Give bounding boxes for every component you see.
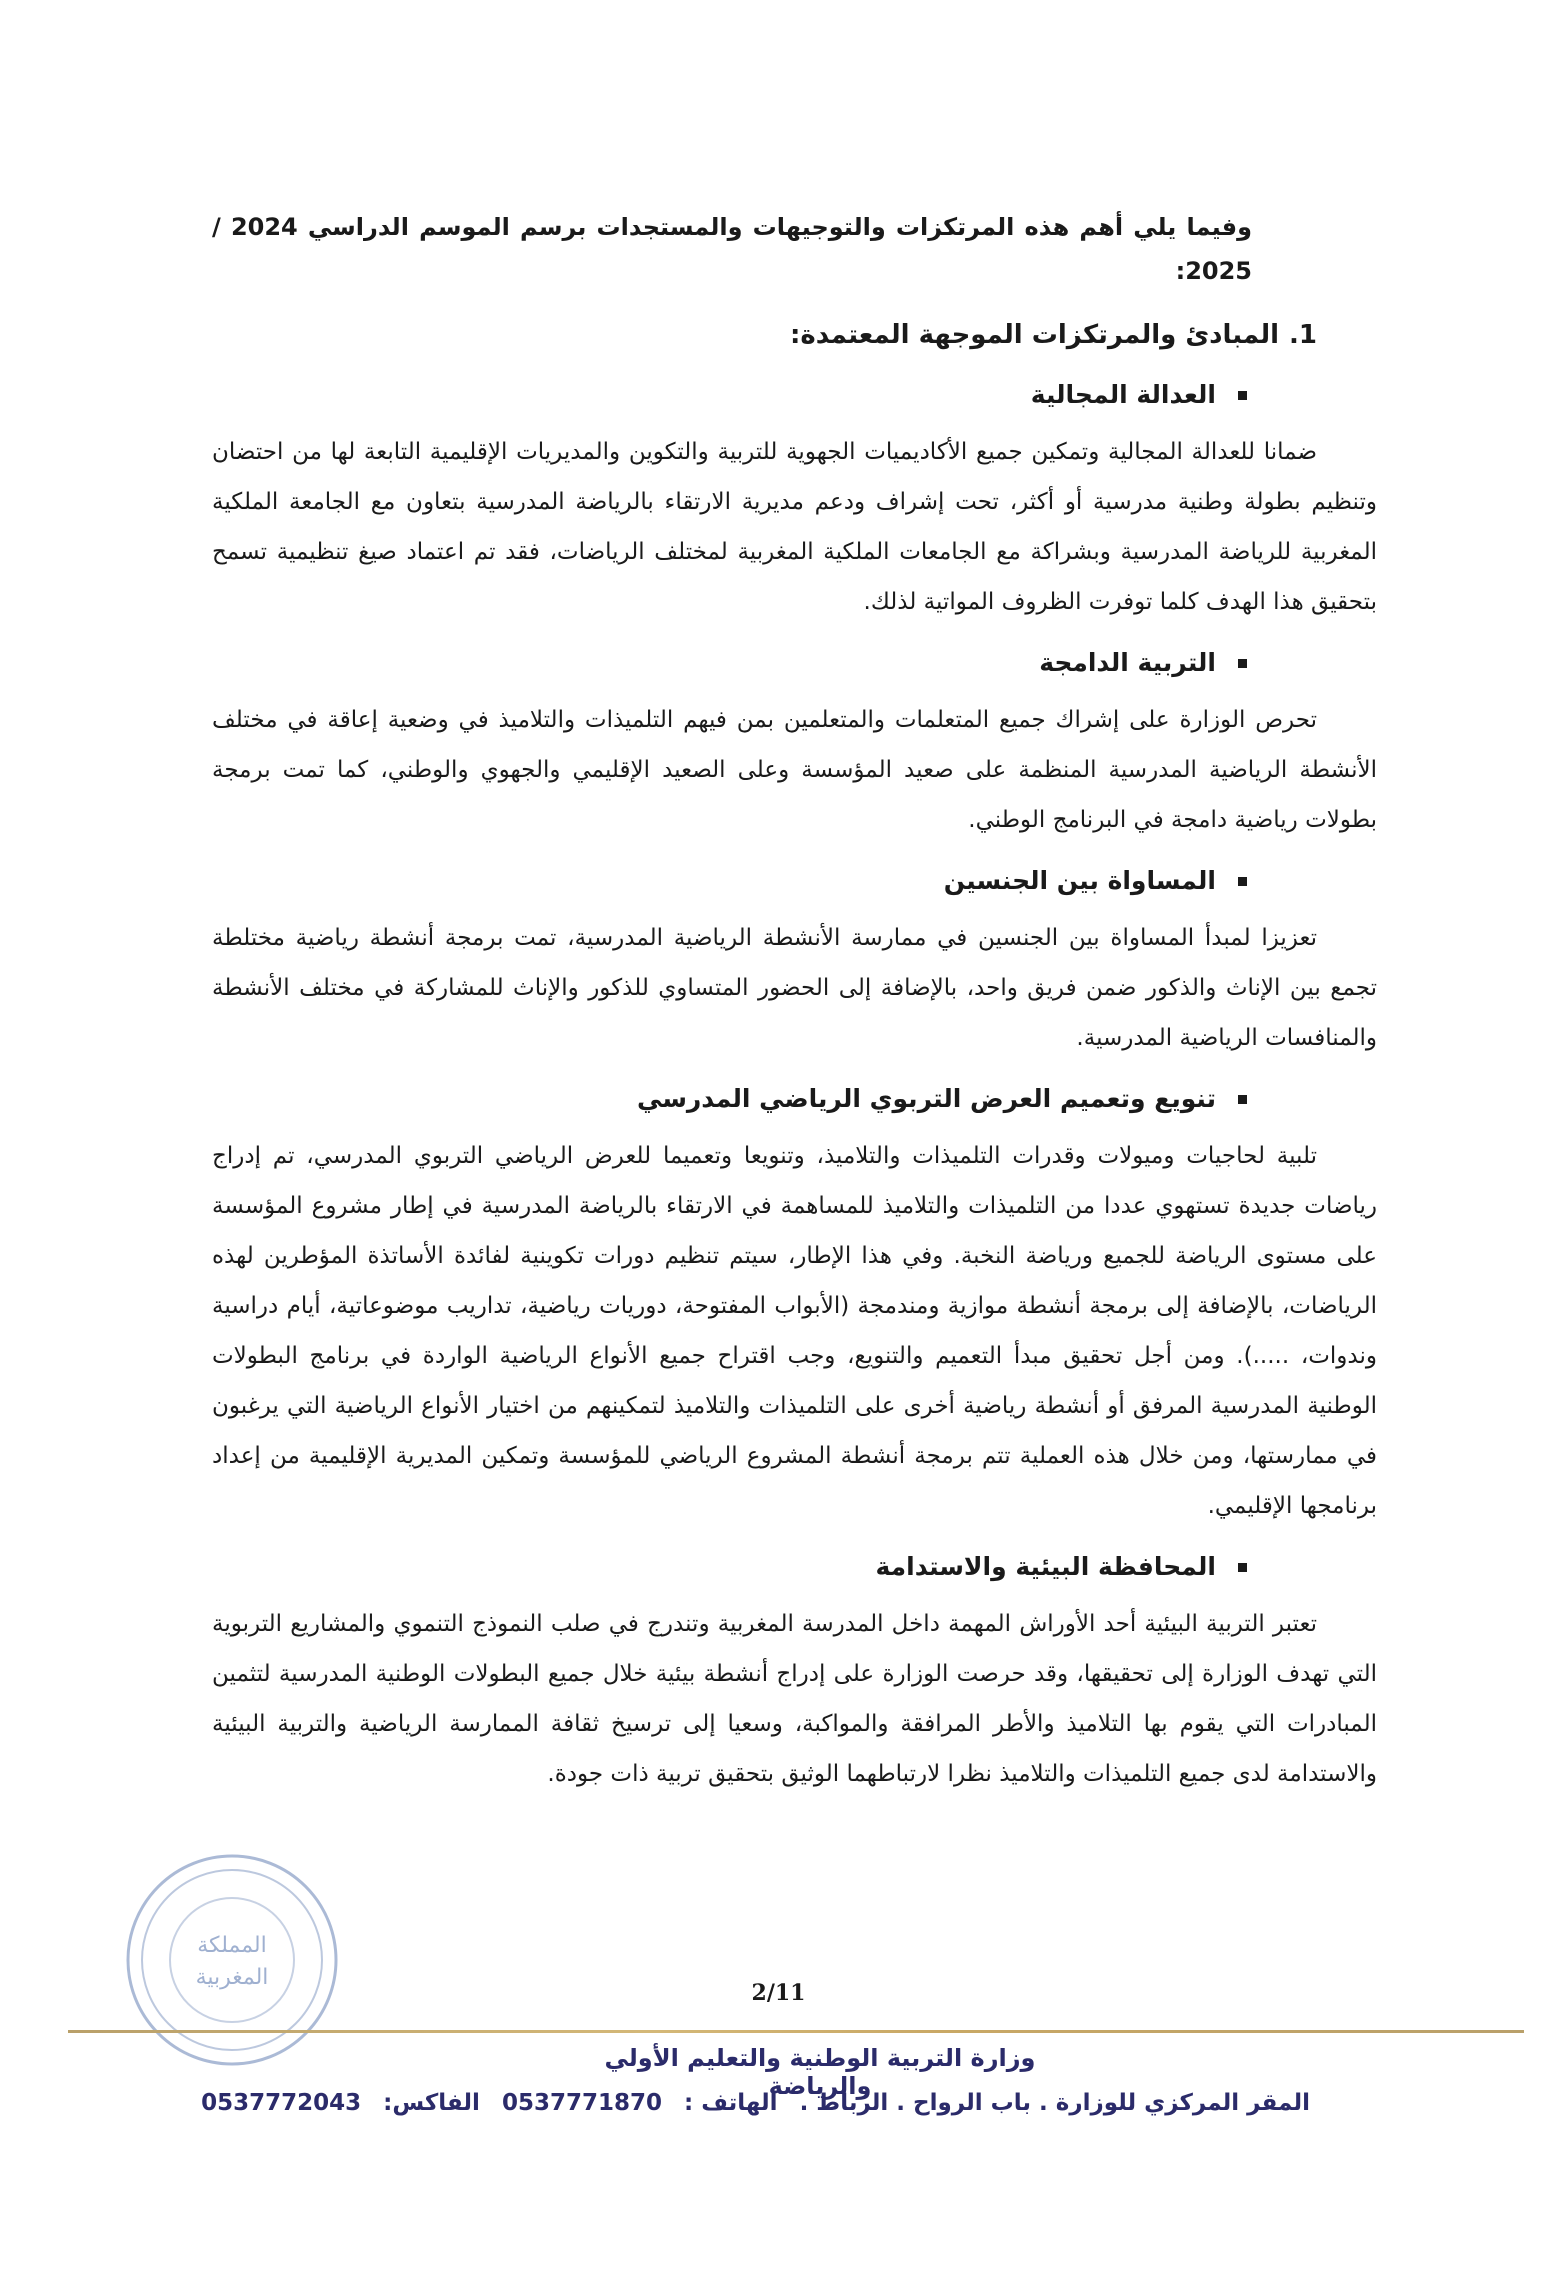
subsection-gender-equality xyxy=(212,859,1377,1063)
ministry-name: وزارة التربية الوطنية والتعليم الأولي والرياضة xyxy=(604,2044,1036,2100)
subsection-title: العدالة المجالية xyxy=(1030,380,1216,409)
subsection-paragraph: ضمانا للعدالة المجالية وتمكين جميع الأكاديميات الجهوية للتربية والتكوين والمديريات الإقليمية التابعة لها من احتضان وتنظيم بطولة وطنية مدرسية أو أكثر، تحت إشراف ودعم مديرية الارتقاء بالرياضة المدرسية بتعاون مع الجامعة الملكية المغربية للرياضة المدرسية وبشراكة مع الجامعات الملكية المغربية لمختلف الرياضات، فقد تم اعتماد صيغ تنظيمية تسمح بتحقيق هذا الهدف كلما توفرت الظروف المواتية لذلك. xyxy=(212,439,1377,615)
square-bullet-icon xyxy=(1238,1095,1247,1104)
document-body xyxy=(212,205,1377,1813)
subsection-heading xyxy=(212,859,1377,903)
page-number: 2/11 xyxy=(751,1980,806,2006)
footer-divider xyxy=(68,2030,1524,2033)
fax-label: الفاكس: xyxy=(383,2090,480,2116)
section-number: 1. xyxy=(1289,320,1317,350)
footer-address: المقر المركزي للوزارة . باب الرواح . الرباط . xyxy=(799,2090,1310,2116)
subsection-heading xyxy=(212,1077,1377,1121)
square-bullet-icon xyxy=(1238,1563,1247,1572)
subsection-heading xyxy=(212,641,1377,685)
square-bullet-icon xyxy=(1238,391,1247,400)
subsection-spatial-justice xyxy=(212,373,1377,627)
subsection-paragraph: تلبية لحاجيات وميولات وقدرات التلميذات والتلاميذ، وتنويعا وتعميما للعرض الرياضي التربوي المدرسي، تم إدراج رياضات جديدة تستهوي عددا من التلميذات والتلاميذ للمساهمة في الارتقاء بالرياضة المدرسية في إطار مشروع المؤسسة على مستوى الرياضة للجميع ورياضة النخبة. وفي هذا الإطار، سيتم تنظيم دورات تكوينية لفائدة الأساتذة المؤطرين لهذه الرياضات، بالإضافة إلى برمجة أنشطة موازية ومندمجة (الأبواب المفتوحة، دوريات رياضية، تداريب موضوعاتية، أيام دراسية وندوات، .....). ومن أجل تحقيق مبدأ التعميم والتنويع، وجب اقتراح جميع الأنواع الرياضية الواردة في برنامج البطولات الوطنية المدرسية المرفق أو أنشطة رياضية أخرى على التلميذات والتلاميذ لتمكينهم من اختيار الأنواع الرياضية التي يرغبون في ممارستها، ومن خلال هذه العملية تتم برمجة أنشطة المشروع الرياضي للمؤسسة وتمكين المديرية الإقليمية من إعداد برنامجها الإقليمي. xyxy=(212,1143,1377,1519)
square-bullet-icon xyxy=(1238,877,1247,886)
intro-paragraph: وفيما يلي أهم هذه المرتكزات والتوجيهات والمستجدات برسم الموسم الدراسي 2024 / 2025: xyxy=(212,213,1253,285)
section-title: المبادئ والمرتكزات الموجهة المعتمدة: xyxy=(790,320,1280,350)
subsection-title: التربية الدامجة xyxy=(1039,648,1216,677)
section-heading xyxy=(212,313,1377,357)
subsection-title: المحافظة البيئية والاستدامة xyxy=(875,1552,1216,1581)
subsection-environment xyxy=(212,1545,1377,1799)
subsection-inclusive-education xyxy=(212,641,1377,845)
stamp-text-line2: المغربية xyxy=(195,1965,269,1990)
subsection-diversify-offer xyxy=(212,1077,1377,1531)
square-bullet-icon xyxy=(1238,659,1247,668)
subsection-title: تنويع وتعميم العرض التربوي الرياضي المدرسي xyxy=(637,1084,1216,1113)
footer-contact-line xyxy=(201,2090,1310,2116)
subsection-heading xyxy=(212,1545,1377,1589)
subsection-paragraph: تعتبر التربية البيئية أحد الأوراش المهمة داخل المدرسة المغربية وتندرج في صلب النموذج التنموي والمشاريع التربوية التي تهدف الوزارة إلى تحقيقها، وقد حرصت الوزارة على إدراج أنشطة بيئية خلال جميع البطولات الوطنية المدرسية لتثمين المبادرات التي يقوم بها التلاميذ والأطر المرافقة والمواكبة، وسعيا إلى ترسيخ ثقافة الممارسة الرياضية والتربية البيئية والاستدامة لدى جميع التلميذات والتلاميذ نظرا لارتباطهما الوثيق بتحقيق تربية ذات جودة. xyxy=(212,1611,1377,1787)
phone-label: الهاتف : xyxy=(683,2090,778,2116)
subsection-heading xyxy=(212,373,1377,417)
subsection-paragraph: تحرص الوزارة على إشراك جميع المتعلمات والمتعلمين بمن فيهم التلميذات والتلاميذ في وضعية إعاقة في مختلف الأنشطة الرياضية المدرسية المنظمة على صعيد المؤسسة وعلى الصعيد الإقليمي والجهوي والوطني، كما تمت برمجة بطولات رياضية دامجة في البرنامج الوطني. xyxy=(212,707,1377,833)
fax-number: 0537772043 xyxy=(201,2090,362,2116)
subsection-paragraph: تعزيزا لمبدأ المساواة بين الجنسين في ممارسة الأنشطة الرياضية المدرسية، تمت برمجة أنشطة رياضية مختلطة تجمع بين الإناث والذكور ضمن فريق واحد، بالإضافة إلى الحضور المتساوي للذكور والإناث للمشاركة في مختلف الأنشطة والمنافسات الرياضية المدرسية. xyxy=(212,925,1377,1051)
subsection-title: المساواة بين الجنسين xyxy=(943,866,1216,895)
official-stamp xyxy=(122,1850,342,2070)
stamp-text-line1: المملكة xyxy=(197,1933,267,1958)
phone-number: 0537771870 xyxy=(501,2090,662,2116)
